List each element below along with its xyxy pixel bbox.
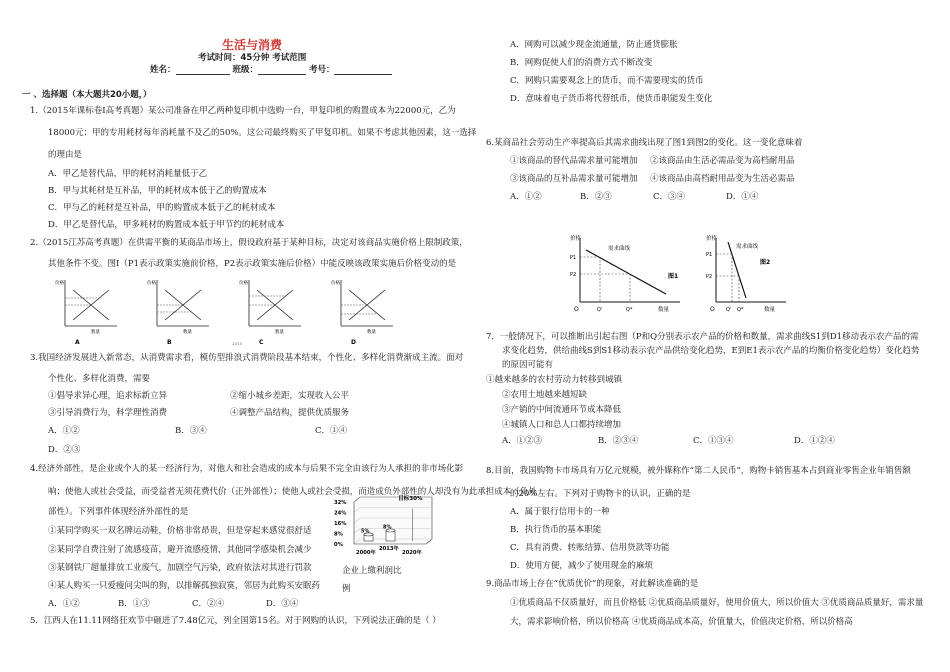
graph-d	[331, 279, 393, 346]
q9-option-line-1: ①优质商品不仅质量好，而且价格低 ②优质商品质量好，使用价值大，所以价值大 ③优质商品质量好，需求量	[510, 598, 924, 608]
graph-d-label: D	[351, 339, 356, 346]
q4-choice-a[interactable]: A．①②	[48, 599, 80, 609]
q3-line-2: 个性化、多样化消费，需要	[48, 374, 151, 384]
fig1-tag: 图1	[668, 273, 679, 280]
q6-choice-d[interactable]: D．①④	[726, 192, 759, 202]
fig2-ylabel: 价格	[706, 236, 718, 242]
id-field[interactable]	[334, 66, 392, 75]
fig2-p1: P1	[706, 252, 713, 258]
q5-option-b: B．网购促使人们的消费方式不断改变	[510, 58, 653, 68]
q8-line-1: 8.目前，我国购物卡市场具有万亿元规模，被外媒称作“第二人民币”，购物卡销售基本占到商业零售企业年销售额	[486, 466, 911, 476]
name-field[interactable]	[176, 66, 230, 75]
q7-option-1: ①越来越多的农村劳动力转移到城镇	[486, 375, 623, 385]
q4-line-1: 4.经济外部性，是企业或个人的某一经济行为，对他人和社会造成的成本与后果不完全由该行为人承担的非市场化影	[30, 464, 464, 474]
q3-option-4: ④调整产品结构，提供优质服务	[230, 408, 350, 418]
q4-line-2: 响；使他人或社会受益，而受益者无须花费代价（正外部性）；使他人或社会受损，而造成负外部性的人却没有为此承担成本（负外	[48, 487, 537, 497]
q4-choice-b[interactable]: B．①③	[118, 599, 150, 609]
q6-figure-1	[570, 232, 690, 316]
q7-choice-b[interactable]: B．②③④	[598, 436, 639, 446]
q7-option-4: ④城镇人口和总人口都持续增加	[502, 420, 622, 430]
q7-option-2: ②农用土地越来越短缺	[502, 390, 588, 400]
q1-option-b: B．甲与其耗材是互补品，甲的耗材成本低于乙的购置成本	[48, 186, 267, 196]
graph-a-label: A	[75, 339, 80, 346]
exam-meta: 考试时间：45分钟 考试范围	[198, 53, 307, 63]
q7-line-1: 7．一般情况下，可以推断出引起右图（P和Q分别表示农产品的价格和数量，需求曲线S1到D1移动表示农产品的需	[486, 332, 919, 342]
fig1-ylabel: 价格	[570, 236, 582, 242]
q4-line-3: 部性）。下列事件体现经济外部性的是	[48, 507, 189, 517]
graph-c-xlabel: 数量	[275, 330, 284, 335]
q6-choice-a[interactable]: A．①②	[510, 192, 542, 202]
graph-b-label: B	[167, 339, 172, 346]
x-tick-label: 2020年	[402, 550, 422, 556]
q1-option-d: D．甲乙是替代品，甲多耗材的购置成本低于甲节约的耗材成本	[48, 220, 285, 230]
q3-option-1: ①倡导求异心理，追求标新立异	[48, 391, 168, 401]
right-column	[480, 0, 950, 672]
profit-ratio-chart	[334, 494, 438, 560]
y-tick-label: 8%	[334, 531, 343, 538]
section-heading: 一 、选择题（本大题共20小题，）	[22, 90, 152, 100]
q3-choice-a[interactable]: A．①②	[48, 426, 80, 436]
chart-title: 目标30%	[398, 496, 423, 502]
q8-line-2: 的20%左右。下列对于购物卡的认识，正确的是	[510, 489, 691, 499]
x-tick-label: 2013年	[379, 546, 399, 552]
q7-line-3: 的原因可能有	[502, 360, 554, 370]
q3-choice-d[interactable]: D．②③	[48, 445, 81, 455]
graph-c-label: C	[259, 339, 264, 346]
graph-b	[147, 279, 209, 346]
graph-c	[239, 279, 301, 346]
graph-a-ylabel: 价格	[55, 281, 64, 286]
q2-line-1: 2.（2015江苏高考真题）在供需平衡的某商品市场上，假设政府基于某种目标，决定对该商品实施价格上限制政策，	[30, 238, 468, 248]
q4-choice-d[interactable]: D．③④	[266, 599, 299, 609]
q1-option-c: C．甲与乙的耗材是互补品，甲的购置成本低于乙的耗材成本	[48, 203, 276, 213]
graph-a	[55, 279, 117, 346]
y-tick-label: 32%	[334, 500, 347, 506]
fig1-xlabel: 数量	[658, 307, 670, 313]
graph-a-xlabel: 数量	[91, 330, 100, 335]
chart-caption-2: 例	[342, 584, 351, 594]
q6-line: 6.某商品社会劳动生产率提高后其需求曲线出现了图1到图2的变化。这一变化意味着	[486, 138, 803, 148]
fig2-q1: Q*	[737, 307, 744, 313]
data-label: 5%	[361, 528, 370, 535]
fig1-q1: Q*	[626, 307, 633, 313]
graph-d-ylabel: 价格	[331, 281, 340, 286]
graph-b-xlabel: 数量	[183, 330, 192, 335]
q5-option-d: D．意味着电子货币将代替纸币，使货币职能发生变化	[510, 94, 713, 104]
fig2-xlabel: 数量	[764, 307, 776, 313]
q5-line: 5．江西人在11.11网络狂欢节中砸进了7.48亿元，列全国第15名。对于网购的认识，下列说法正确的是（ ）	[30, 616, 441, 626]
q4-option-2: ②某同学自费注射了流感疫苗，避开流感疫情，其他同学感染机会减少	[48, 545, 312, 555]
q1-option-a: A．甲乙是替代品，甲的耗材消耗量低于乙	[48, 169, 208, 179]
fig1-p2: P2	[570, 272, 577, 278]
q6-option-4: ④该商品由高档耐用品变为生活必需品	[650, 174, 795, 184]
q1-line-2: 18000元；甲的专用耗材每年消耗量不及乙的50%。这公司最终购买了甲复印机。如果不考虑其他因素，这一选择	[48, 128, 477, 138]
class-label: 班级：	[232, 65, 258, 75]
q8-option-c[interactable]: C．具有消费、转账结算、信用贷款等功能	[510, 543, 670, 553]
q1-line-3: 的理由是	[48, 150, 83, 160]
q2-line-2: 其他条件不变。图Ⅰ（P1表示政策实施前价格，P2表示政策实施后价格）中能反映该政策实施后价格变动的是	[48, 259, 457, 269]
q6-option-1: ①该商品的替代品需求量可能增加	[510, 156, 638, 166]
fig1-origin: O	[574, 306, 579, 313]
q7-line-2: 求变化趋势，供给曲线S到S1移动表示农产品供给变化趋势，E到E1表示农产品的均衡价格变化趋势）变化趋势	[502, 346, 920, 356]
q2-graphs	[55, 276, 400, 348]
y-tick-label: 16%	[334, 521, 347, 527]
fig2-p2: P2	[706, 274, 713, 280]
q4-choice-c[interactable]: C．②④	[192, 599, 225, 609]
q8-option-b[interactable]: B．执行货币的基本职能	[510, 525, 602, 535]
data-label: 8%	[383, 524, 392, 531]
q9-line: 9.商品市场上存在“优质优价”的现象，对此解读准确的是	[486, 579, 699, 589]
y-tick-label: 24%	[334, 510, 347, 517]
q4-option-3: ③某钢铁厂超量排放工业废气，加剧空气污染，政府依法对其进行罚款	[48, 563, 312, 573]
q8-option-d[interactable]: D．使用方便，减少了使用现金的麻烦	[510, 561, 653, 571]
id-label: 考号：	[308, 65, 335, 75]
q5-option-c: C．网购只需要观念上的货币，而不需要现实的货币	[510, 76, 704, 86]
fig2-curve-label: 需求曲线	[736, 244, 759, 250]
q7-option-3: ③产销的中间流通环节成本降低	[502, 405, 622, 415]
q5-option-a: A．网购可以减少现金流通量，防止通货膨胀	[510, 40, 678, 50]
x-tick-label: 2000年	[356, 550, 376, 556]
class-field[interactable]	[258, 66, 306, 75]
q8-option-a[interactable]: A．属于银行信用卡的一种	[510, 507, 610, 517]
fig1-p1: P1	[570, 255, 577, 261]
student-info-row	[150, 65, 392, 75]
q4-option-4: ④某人购买一只爱瘦问尖叫的狗，以排解孤独寂寞，邻居为此购买安眠药	[48, 581, 321, 591]
q3-option-3: ③引导消费行为，科学理性消费	[48, 408, 168, 418]
q9-option-line-2: 大，需求影响价格，所以价格高 ④优质商品成本高，价值量大，价值决定价格，所以价格高	[510, 617, 853, 627]
fig1-q0: Q'	[597, 307, 603, 313]
q7-choice-d[interactable]: D．①②④	[794, 436, 835, 446]
y-tick-label: 0%	[334, 542, 343, 548]
graph-b-ylabel: 价格	[147, 281, 156, 286]
q6-figure-2	[706, 232, 806, 316]
fig2-q0: Q'	[726, 307, 732, 313]
q6-option-3: ③该商品的互补品需求量可能增加	[510, 174, 638, 184]
name-label: 姓名：	[150, 65, 176, 75]
q3-choice-c[interactable]: C．①④	[315, 426, 348, 436]
q6-choice-c[interactable]: C．③④	[653, 192, 686, 202]
q4-option-1: ①某同学购买一双名牌运动鞋，价格非常昂贵，但是穿起来感觉很舒适	[48, 526, 312, 536]
graph-d-xlabel: 数量	[367, 330, 376, 335]
q7-choice-a[interactable]: A．①②③	[502, 436, 543, 446]
graph-c-ylabel: 价格	[239, 281, 248, 286]
q1-line-1: 1.（2015年课标卷Ⅰ高考真题）某公司准备在甲乙两种复印机中选购一台，甲复印机的购置成本为22000元，乙为	[30, 106, 456, 116]
page-title: 生活与消费	[222, 38, 283, 52]
q6-option-2: ②该商品由生活必需品变为高档耐用品	[650, 156, 795, 166]
chart-caption-1: 企业上缴利润比	[342, 566, 402, 576]
fig2-origin: O	[710, 306, 715, 313]
q6-choice-b[interactable]: B．②③	[580, 192, 612, 202]
fig1-curve-label: 需求曲线	[608, 246, 631, 252]
q3-line-1: 3.我国经济发展进入新常态，从消费需求看，模仿型排浪式消费阶段基本结束，个性化、多样化消费渐成主流。面对	[30, 353, 464, 363]
q2-tiny-note: 2015	[232, 341, 243, 346]
q7-choice-c[interactable]: C．①③④	[693, 436, 734, 446]
q3-choice-b[interactable]: B．③④	[175, 426, 207, 436]
q3-option-2: ②缩小城乡差距，实现收入公平	[230, 391, 350, 401]
fig2-tag: 图2	[760, 259, 771, 266]
